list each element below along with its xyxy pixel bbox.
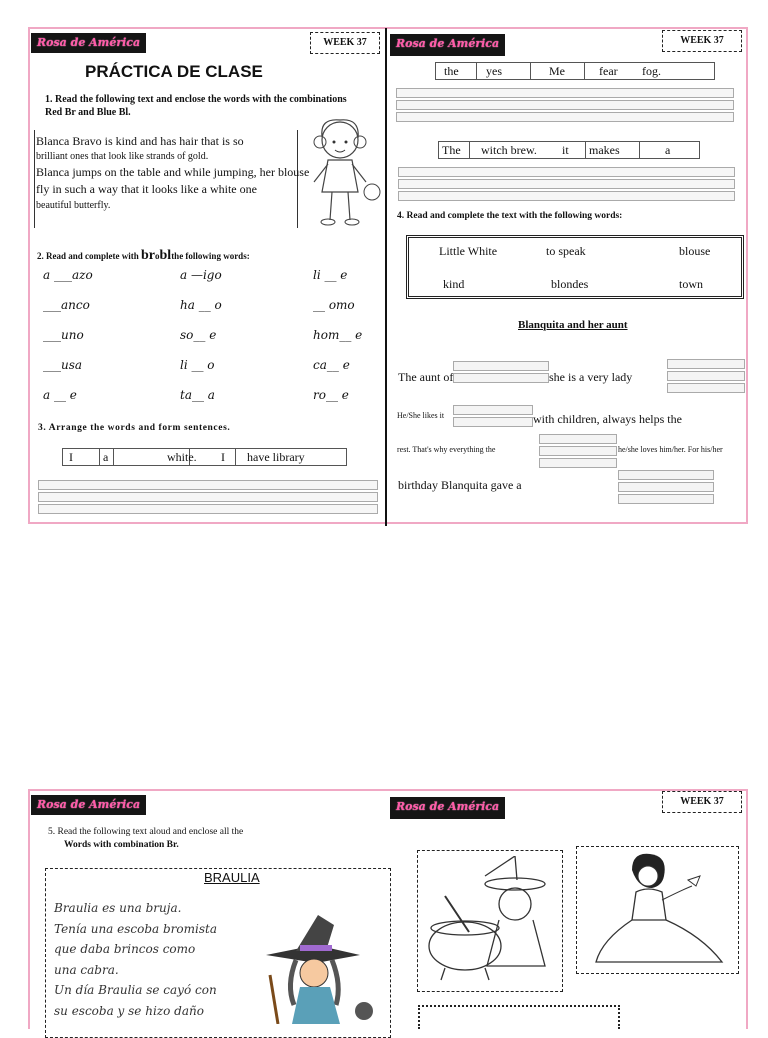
answer-line[interactable] [398,191,735,201]
story-text: rest. That's why everything the [397,445,496,454]
answer-line[interactable] [38,492,378,502]
answer-line[interactable] [38,480,378,490]
passage-text: Blanca Bravo is kind and has hair that is so brilliant ones that look like strands of gold. Blanca jumps on the table and while jumping, her blouse fly in such a way that it looks like a white one beautiful butterfly. [36,134,310,211]
blank-field[interactable] [539,446,617,456]
grid-row: a __ e ta__ a ro__ e [43,388,349,402]
question-4: 4. Read and complete the text with the following words: [397,211,623,221]
brand-logo: Rosa de América [31,795,146,815]
sentence-word-box: I a white. I have library [62,448,347,466]
blank-field[interactable] [453,361,549,371]
story-text: He/She likes it [397,411,445,420]
blank-field[interactable] [618,494,714,504]
blank-field[interactable] [539,434,617,444]
story-text: with children, always helps the [533,412,682,426]
blank-field[interactable] [667,383,745,393]
week-label: WEEK 37 [662,30,742,52]
story-text: she is a very lady [549,370,633,384]
witch-cauldron-drawing [425,856,555,986]
braulia-story: Braulia es una bruja. Tenía una escoba bromista que daba brincos como una cabra. Un día Braulia se cayó con su escoba y se hizo daño [54,901,217,1018]
princess-drawing [592,850,732,970]
story-text: The aunt of [398,370,454,384]
blank-field[interactable] [618,482,714,492]
question-2: 2. Read and complete with broblthe following words: [37,248,250,263]
braulia-title: BRAULIA [204,870,260,885]
page-title: PRÁCTICA DE CLASE [85,62,263,81]
answer-line[interactable] [396,88,734,98]
week-label: WEEK 37 [662,791,742,813]
picture-box-partial [418,1005,620,1029]
blank-field[interactable] [453,373,549,383]
sentence-word-box: The witch brew. it makes a [438,141,700,159]
grid-row: a ___azo a —igo li __ e [43,268,348,282]
blank-field[interactable] [667,371,745,381]
brand-logo: Rosa de América [390,34,505,56]
sentence-word-box: the yes Me fear fog. [435,62,715,80]
answer-line[interactable] [398,167,735,177]
word-bank: Little White to speak blouse kind blondes town [406,235,744,299]
question-1: 1. Read the following text and enclose the words with the combinations Red Br and Blue Bl. [45,94,347,118]
girl-illustration [300,112,385,230]
blank-field[interactable] [453,417,533,427]
story-text: he/she loves him/her. For his/her [618,445,723,454]
blank-field[interactable] [667,359,745,369]
answer-line[interactable] [396,100,734,110]
answer-line[interactable] [396,112,734,122]
answer-line[interactable] [398,179,735,189]
witch-illustration [256,915,381,1024]
question-3: 3. Arrange the words and form sentences. [38,423,231,433]
brand-logo: Rosa de América [31,33,146,53]
week-label: WEEK 37 [310,32,380,54]
answer-line[interactable] [38,504,378,514]
story-title: Blanquita and her aunt [518,319,628,331]
story-text: birthday Blanquita gave a [398,478,522,492]
blank-field[interactable] [539,458,617,468]
grid-row: ___anco ha __ o __ omo [43,298,355,312]
grid-row: ___usa li __ o ca__ e [43,358,350,372]
question-5: 5. Read the following text aloud and enclose all the Words with combination Br. [48,827,244,850]
brand-logo: Rosa de América [390,797,505,819]
blank-field[interactable] [618,470,714,480]
grid-row: ___uno so__ e hom__ e [43,328,363,342]
blank-field[interactable] [453,405,533,415]
